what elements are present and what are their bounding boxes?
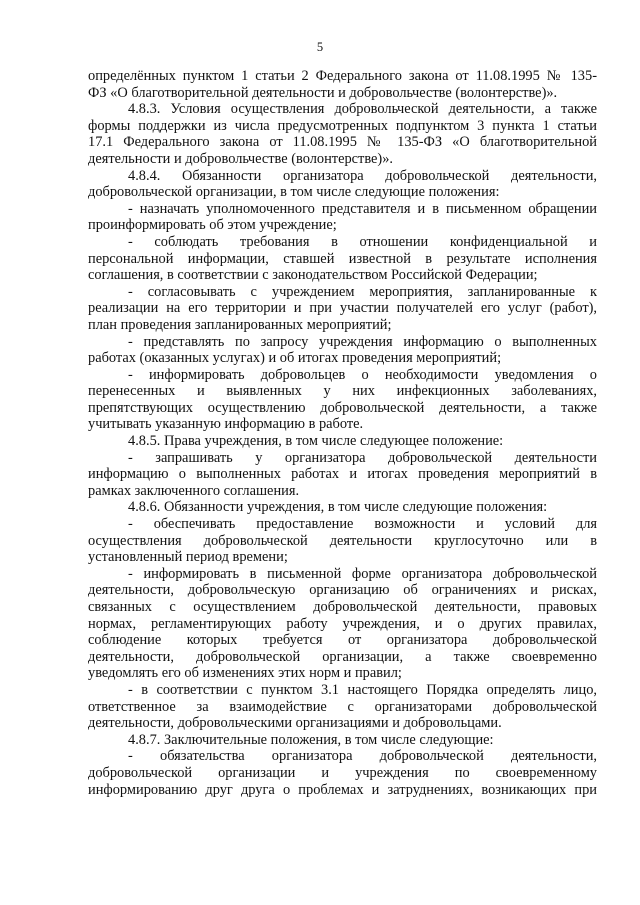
text-line: формы поддержки из числа предусмотренных подпунктом 3 пункта 1 статьи (88, 117, 597, 134)
document-body (88, 68, 597, 798)
paragraph-4-8-7 (88, 732, 597, 749)
text-line: информацию о выполненных работах и итогах проведения мероприятий в (88, 466, 597, 483)
text-line: - представлять по запросу учреждения информацию о выполненных (128, 333, 597, 350)
text-line: - информировать в письменной форме организатора добровольческой (128, 565, 597, 582)
text-line: 4.8.4. Обязанности организатора добровольческой деятельности, (128, 167, 597, 184)
text-line: 4.8.5. Права учреждения, в том числе следующее положение: (128, 433, 504, 450)
text-line: - соблюдать требования в отношении конфиденциальной и (128, 233, 597, 250)
paragraph-4-8-5 (88, 433, 597, 450)
text-line: - согласовывать с учреждением мероприятия, запланированные к (128, 283, 597, 300)
text-line: деятельности, добровольческой организации, а также своевременно (88, 648, 597, 665)
list-item (88, 748, 597, 798)
list-item (88, 334, 597, 367)
text-line: деятельности, добровольческую организацию об ограничениях и рисках, (88, 582, 597, 599)
text-line: деятельности, добровольческими организациями и добровольцами. (88, 715, 502, 732)
text-line: реализации на его территории и при участии получателей его услуг (работ), (88, 300, 597, 317)
text-line: уведомлять его об изменениях этих норм и правил; (88, 665, 402, 682)
text-line: связанных с осуществлением добровольческой деятельности, правовых (88, 599, 597, 615)
text-line: нормах, регламентирующих работу учреждения, и о других правилах, (88, 615, 597, 632)
text-line: план проведения запланированных мероприятий; (88, 316, 392, 333)
text-line: соблюдение которых требуется от организатора добровольческой (88, 632, 597, 649)
text-line: 4.8.6. Обязанности учреждения, в том числе следующие положения: (128, 499, 548, 516)
list-item (88, 367, 597, 433)
text-line: работах (оказанных услугах) и об итогах проведения мероприятий; (88, 350, 502, 367)
text-line: рамках заключенного соглашения. (88, 482, 300, 499)
text-line: - обеспечивать предоставление возможности и условий для (128, 516, 597, 533)
list-item (88, 450, 597, 500)
list-item (88, 566, 597, 682)
text-line: - назначать уполномоченного представителя и в письменном обращении (128, 200, 597, 217)
list-item (88, 284, 597, 334)
text-line: 17.1 Федерального закона от 11.08.1995 № 135-ФЗ «О благотворительной (88, 134, 597, 151)
text-line: ФЗ «О благотворительной деятельности и добровольчестве (волонтерстве)». (88, 84, 558, 101)
text-line: - обязательства организатора добровольческой деятельности, (128, 748, 597, 765)
text-line: определённых пунктом 1 статьи 2 Федерального закона от 11.08.1995 № 135- (88, 68, 597, 84)
list-item (88, 201, 597, 234)
text-line: добровольческой организации, в том числе следующие положения: (88, 184, 500, 201)
text-line: 4.8.3. Условия осуществления добровольческой деятельности, а также (128, 101, 597, 118)
paragraph-continuation (88, 68, 597, 101)
text-line: препятствующих осуществлению добровольческой деятельности, а также (88, 399, 597, 416)
text-line: 4.8.7. Заключительные положения, в том числе следующие: (128, 731, 494, 748)
text-line: учитывать указанную информацию в работе. (88, 416, 364, 433)
text-line: проинформировать об этом учреждение; (88, 217, 337, 234)
text-line: - информировать добровольцев о необходимости уведомления о (128, 366, 597, 383)
text-line: - запрашивать у организатора добровольческой деятельности (128, 449, 597, 466)
text-line: установленный период времени; (88, 549, 288, 566)
paragraph-4-8-6 (88, 499, 597, 516)
text-line: ответственное за взаимодействие с организаторами добровольческой (88, 698, 597, 715)
paragraph-4-8-4 (88, 168, 597, 201)
text-line: соглашения, в соответствии с законодательством Российской Федерации; (88, 267, 538, 284)
paragraph-4-8-3 (88, 101, 597, 167)
text-line: перенесенных и выявленных у них инфекционных заболеваниях, (88, 383, 597, 400)
text-line: деятельности и добровольчестве (волонтерстве)». (88, 150, 394, 167)
text-line: информированию друг друга о проблемах и затруднениях, возникающих при (88, 781, 597, 798)
text-line: осуществления добровольческой деятельности круглосуточно или в (88, 532, 597, 549)
text-line: добровольческой организации и учреждения по своевременному (88, 764, 597, 781)
list-item (88, 234, 597, 284)
text-line: персональной информации, ставшей известной в результате исполнения (88, 250, 597, 267)
text-line: - в соответствии с пунктом 3.1 настоящего Порядка определять лицо, (128, 681, 597, 698)
list-item (88, 516, 597, 566)
list-item (88, 682, 597, 732)
page-number: 5 (316, 40, 324, 54)
